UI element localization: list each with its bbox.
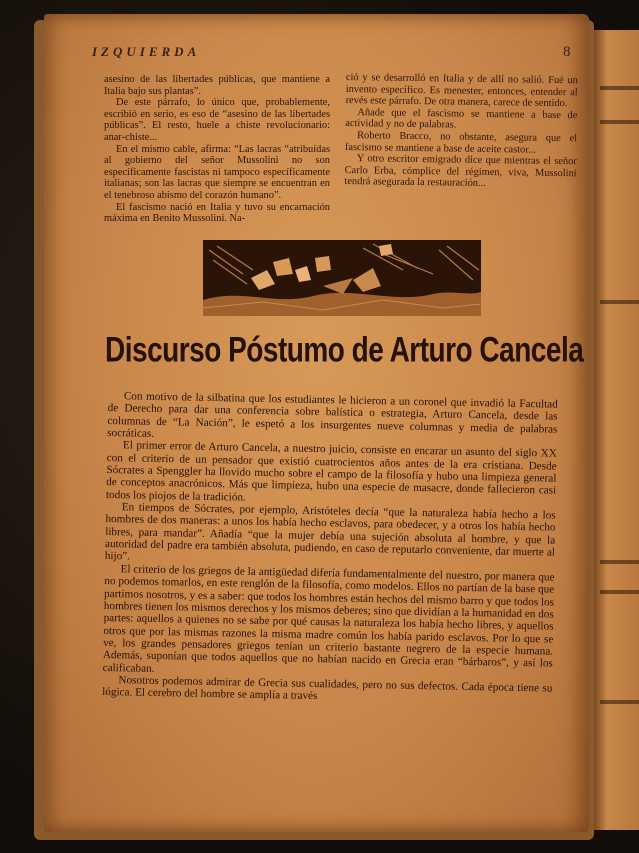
facing-page-text-line: [600, 560, 639, 564]
article-paragraph: El criterio de los griegos de la antigüedad difería fundamentalmente del nuestro, por manera que no podemos tomarlos, en este renglón de la filosofía, como modelos. Ellos no partían de la base que partimos nosotros, y es a saber: que todos los hombres están hechos del mismo barro y que todos los hombres tienen los mismos derechos y los mismos deberes; sino que dividían a la humanidad en dos partes: aquellos a quienes no se sabe por qué causas la naturaleza los había hecho libres, y aquellos otros que por las mismas razones la misma madre común los había parido esclavos. Por lo que se ve, los grandes pensadores griegos tenían un criterio bastante negrero de la especie humana. Además, suponían que todos aquellos que no habían nacido en Grecia eran “bárbaros”, y así los calificaban.: [102, 563, 555, 675]
facing-page: [594, 30, 639, 830]
page-number: 8: [563, 44, 571, 60]
column-paragraph: De este párrafo, lo único que, probablemente, escribió en serio, es eso de “asesino de las libertades públicas”. El resto, huele a chiste revolucionario: anar-chiste...: [104, 97, 330, 143]
right-column: [344, 72, 578, 191]
column-paragraph: Y otro escritor emigrado dice que mientras el señor Carlo Erba, cómplice del régimen, viva, Mussolini tendrá asegurada la restauración...: [344, 153, 577, 190]
article-paragraph: Nosotros podemos admirar de Grecia sus cualidades, pero no sus defectos. Cada época tiene su lógica. El cerebro del hombre se amplía a través: [102, 674, 553, 703]
article-title: Discurso Póstumo de Arturo Cancela: [105, 330, 584, 369]
woodcut-illustration: [203, 240, 481, 316]
article-paragraph: En tiempos de Sócrates, por ejemplo, Aristóteles decía “que la naturaleza había hecho a los hombres de dos maneras: a unos los había hecho esclavos, para obedecer, y a otros los había hecho libres, para mandar”. Añadía “que la mujer debía una sujeción absoluta al hombre, y que la autoridad del padre era también absoluta, pudiendo, en caso de reputarlo conveniente, dar muerte al hijo”.: [104, 501, 556, 563]
article-paragraph: El primer error de Arturo Cancela, a nuestro juicio, consiste en encarar un asunto del siglo XX con el criterio de un pensador que existió cuatrocientos años antes de la era cristiana. Desde Sócrates a Spenggler ha llovido mucho sobre el campo de la filosofía y hubo una limpieza general de conceptos anacrónicos. Más que limpieza, hubo una especie de masacre, donde fallecieron casi todos los piojos de la tradición.: [105, 439, 557, 504]
article-paragraph: Con motivo de la silbatina que los estudiantes le hicieron a un coronel que invadió la Facultad de Derecho para dar una conferencia sobre balística o estrategia, Arturo Cancela, desde las columnas de “La Nación”, le espetó a los insurgentes nueve columnas y media de palabras socráticas.: [107, 390, 558, 440]
facing-page-text-line: [600, 300, 639, 304]
facing-page-text-line: [600, 120, 639, 124]
facing-page-text-line: [600, 590, 639, 594]
left-column: [104, 74, 330, 225]
article-body: [102, 390, 558, 707]
column-paragraph: En el mismo cable, afirma: “Las lacras “atribuídas al gobierno del señor Mussolini no son específicamente fascistas ni tampoco específicamente italianas; son las lacras que siempre se encuentran en el tenebroso abismo del corazón humano”.: [104, 143, 330, 201]
column-paragraph: Roberto Bracco, no obstante, asegura que el fascismo se mantiene a base de aceite castor...: [344, 130, 578, 156]
facing-page-text-line: [600, 86, 639, 90]
column-paragraph: Añade que el fascismo se mantiene a base de actividad y no de palabras.: [345, 106, 578, 131]
facing-page-text-line: [600, 700, 639, 704]
running-header: IZQUIERDA: [92, 44, 201, 59]
column-paragraph: ció y se desarrolló en Italia y de allí no salió. Fué un invento específico. Es menester, entonces, entender al revés este párrafo. De otra manera, carece de sentido.: [345, 72, 578, 110]
column-paragraph: asesino de las libertades públicas, que mantiene a Italia bajo sus plantas”.: [104, 74, 330, 97]
column-paragraph: El fascismo nació en Italia y tuvo su encarnación máxima en Benito Mussolini. Na-: [104, 201, 330, 225]
